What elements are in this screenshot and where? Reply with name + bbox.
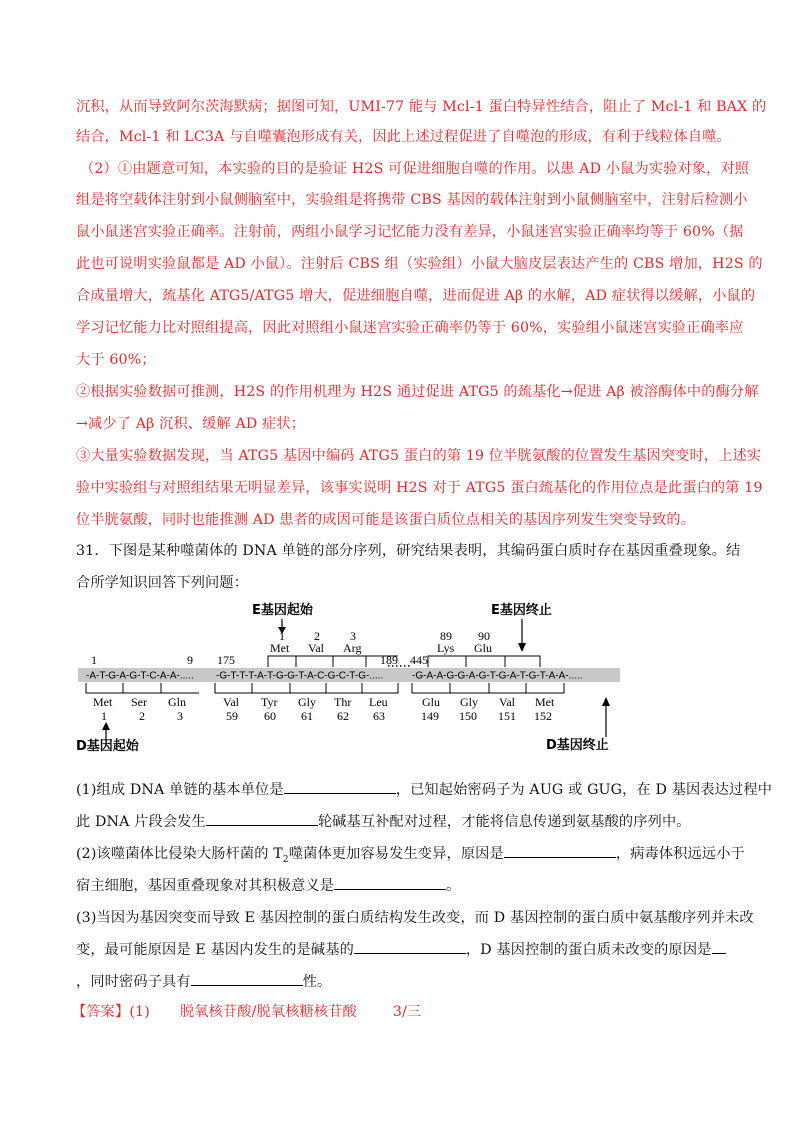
d-amino-acid: Met	[535, 695, 555, 709]
q2-text: (2)该噬菌体比侵染大肠杆菌的 T	[76, 846, 283, 862]
analysis-line: ③大量实验数据发现，当 ATG5 基因中编码 ATG5 蛋白的第 19 位半胱氨酸的位置发生基因突变时，上述实	[76, 448, 762, 464]
d-amino-acid: Val	[499, 695, 515, 709]
analysis-line: 学习记忆能力比对照组提高，因此对照组小鼠迷宫实验正确率仍等于 60%，实验组小鼠迷宫实验正确率应	[76, 320, 744, 336]
analysis-line: 结合，Mcl-1 和 LC3A 与自噬囊泡形成有关，因此上述过程促进了自噬泡的形成，有利于线粒体自噬。	[76, 129, 731, 145]
d-amino-number: 150	[459, 709, 477, 723]
analysis-line: 此也可说明实验鼠都是 AD 小鼠）。注射后 CBS 组（实验组）小鼠大脑皮层表达产生的 CBS 增加，H2S 的	[76, 256, 763, 272]
e-gene-start-label: E基因起始	[252, 603, 313, 618]
answer-line	[72, 1001, 722, 1021]
question-31-intro: 31．下图是某种噬菌体的 DNA 单链的部分序列，研究结果表明，其编码蛋白质时存在基因重叠现象。结	[76, 543, 741, 559]
answer-blank[interactable]	[191, 973, 303, 986]
q2-text-line2: 宿主细胞，基因重叠现象对其积极意义是	[76, 878, 335, 894]
d-amino-acid: Leu	[369, 695, 388, 709]
analysis-line: 鼠小鼠迷宫实验正确率。注射前，两组小鼠学习记忆能力没有差异，小鼠迷宫实验正确率均等于 60%（据	[76, 224, 744, 240]
e-amino-acid: Lys	[437, 641, 455, 655]
d-amino-acid: Thr	[334, 695, 352, 709]
d-amino-number: 1	[101, 709, 107, 723]
answer-value-2: 3/三	[392, 1004, 422, 1020]
pos-label-445: 445	[410, 653, 428, 667]
question-31-part-1	[76, 779, 773, 799]
analysis-line: 位半胱氨酸，同时也能推测 AD 患者的成因可能是该蛋白质位点相关的基因序列发生突变导致的。	[76, 512, 696, 528]
e-amino-acid: Glu	[474, 641, 492, 655]
analysis-line: 组是将空载体注射到小鼠侧脑室中，实验组是将携带 CBS 基因的载体注射到小鼠侧脑室中，注射后检测小	[76, 192, 748, 208]
d-amino-acid: Val	[223, 695, 239, 709]
answer-value-1: 脱氧核苷酸/脱氧核糖核苷酸	[179, 1004, 357, 1020]
e-amino-number: 1	[279, 629, 285, 643]
d-amino-acid: Gln	[168, 695, 186, 709]
q1-text: (1)组成 DNA 单链的基本单位是	[76, 782, 284, 798]
analysis-line: 大于 60%；	[76, 352, 156, 368]
q3-text-line2: 变，最可能原因是 E 基因内发生的是碱基的	[76, 942, 354, 958]
d-amino-acid: Tyr	[261, 695, 278, 709]
pos-label-189: 189	[380, 653, 398, 667]
d-end-arrow-icon	[602, 697, 610, 706]
analysis-line: （2）①由题意可知，本实验的目的是验证 H2S 可促进细胞自噬的作用。以患 AD 小鼠为实验对象，对照	[80, 161, 750, 177]
e-gene-end-label: E基因终止	[491, 603, 552, 618]
q2-text-line2-end: 。	[446, 878, 461, 894]
analysis-line: 沉积，从而导致阿尔茨海默病；据图可知，UMI-77 能与 Mcl-1 蛋白特异性结合，阻止了 Mcl-1 和 BAX 的	[76, 99, 767, 115]
d-amino-number: 151	[498, 709, 516, 723]
question-31-part-2-cont	[76, 875, 726, 895]
pos-label-175: 175	[217, 653, 235, 667]
d-amino-number: 152	[534, 709, 552, 723]
d-amino-number: 3	[177, 709, 183, 723]
seq-segment-2: -G-T-T-T-A-T-G-G-T-A-C-G-C-T-G-.....	[216, 670, 384, 682]
e-amino-acid: Met	[270, 641, 290, 655]
d-amino-acid: Met	[93, 695, 113, 709]
d-start-arrow-icon	[102, 722, 110, 730]
question-31-part-3: (3)当因为基因突变而导致 E 基因控制的蛋白质结构发生改变，而 D 基因控制的蛋白质中氨基酸序列并未改	[76, 910, 754, 926]
q3-text-line3: ，同时密码子具有	[76, 974, 191, 990]
e-amino-acid: Val	[308, 641, 324, 655]
d-amino-number: 60	[264, 709, 276, 723]
seq-segment-1: -A-T-G-A-G-T-C-A-A-.....	[86, 670, 194, 682]
answer-blank[interactable]	[334, 877, 446, 890]
e-amino-number: 90	[478, 629, 490, 643]
pos-label-9: 9	[187, 653, 193, 667]
question-31-part-1-cont	[76, 811, 726, 831]
q2-text-tail: ，病毒体积远远小于	[615, 846, 745, 862]
analysis-line: ②根据实验数据可推测，H2S 的作用机理为 H2S 通过促进 ATG5 的巯基化→促进 Aβ 被溶酶体中的酶分解	[76, 384, 759, 400]
gene-overlap-diagram	[0, 590, 800, 765]
d-amino-number: 59	[226, 709, 238, 723]
q1-text-cont: ，已知起始密码子为 AUG 或 GUG，在 D 基因表达过程中	[395, 782, 773, 798]
seq-segment-3: -G-A-A-G-G-A-G-T-G-A-T-G-T-A-A-.....	[412, 670, 583, 682]
question-31-part-3-cont2	[76, 971, 726, 991]
d-amino-number: 62	[337, 709, 349, 723]
d-gene-start-label: D基因起始	[76, 739, 139, 754]
d-amino-number: 61	[301, 709, 313, 723]
e-amino-number: 2	[314, 629, 320, 643]
answer-blank[interactable]	[504, 845, 616, 858]
e-amino-acid: Arg	[343, 641, 362, 655]
d-amino-acid: Glu	[422, 695, 440, 709]
answer-blank[interactable]	[284, 781, 396, 794]
d-amino-number: 149	[421, 709, 439, 723]
analysis-line: →减少了 Aβ 沉积、缓解 AD 症状；	[76, 416, 306, 432]
analysis-line: 合成量增大，巯基化 ATG5/ATG5 增大，促进细胞自噬，进而促进 Aβ 的水解，AD 症状得以缓解，小鼠的	[76, 288, 756, 304]
e-amino-number: 89	[440, 629, 452, 643]
q1-text-line2-cont: 轮碱基互补配对过程，才能将信息传递到氨基酸的序列中。	[317, 814, 691, 830]
e-amino-number: 3	[350, 629, 356, 643]
question-31-part-3-cont	[76, 939, 726, 959]
q1-text-line2: 此 DNA 片段会发生	[76, 814, 206, 830]
q3-text-line3-end: 性。	[302, 974, 332, 990]
d-amino-acid: Gly	[460, 695, 478, 709]
question-31-intro-cont: 合所学知识回答下列问题：	[76, 575, 249, 591]
d-amino-number: 63	[373, 709, 385, 723]
d-gene-end-label: D基因终止	[546, 738, 609, 753]
answer-blank[interactable]	[712, 941, 726, 954]
answer-blank[interactable]	[206, 813, 318, 826]
answer-label: 【答案】(1)	[72, 1004, 150, 1020]
q2-subscript: 2	[282, 854, 289, 865]
d-amino-number: 2	[139, 709, 145, 723]
d-amino-acid: Ser	[131, 695, 147, 709]
question-31-part-2	[76, 843, 745, 865]
q2-text-cont: 噬菌体更加容易发生变异，原因是	[288, 846, 504, 862]
analysis-line: 验中实验组与对照组结果无明显差异，该事实说明 H2S 对于 ATG5 蛋白巯基化的作用位点是此蛋白的第 19	[76, 480, 763, 496]
answer-blank[interactable]	[354, 941, 466, 954]
pos-label-1: 1	[91, 653, 97, 667]
d-amino-acid: Gly	[298, 695, 316, 709]
q3-text-line2-cont: ，D 基因控制的蛋白质未改变的原因是	[465, 942, 712, 958]
e-end-arrow-icon	[518, 643, 526, 652]
